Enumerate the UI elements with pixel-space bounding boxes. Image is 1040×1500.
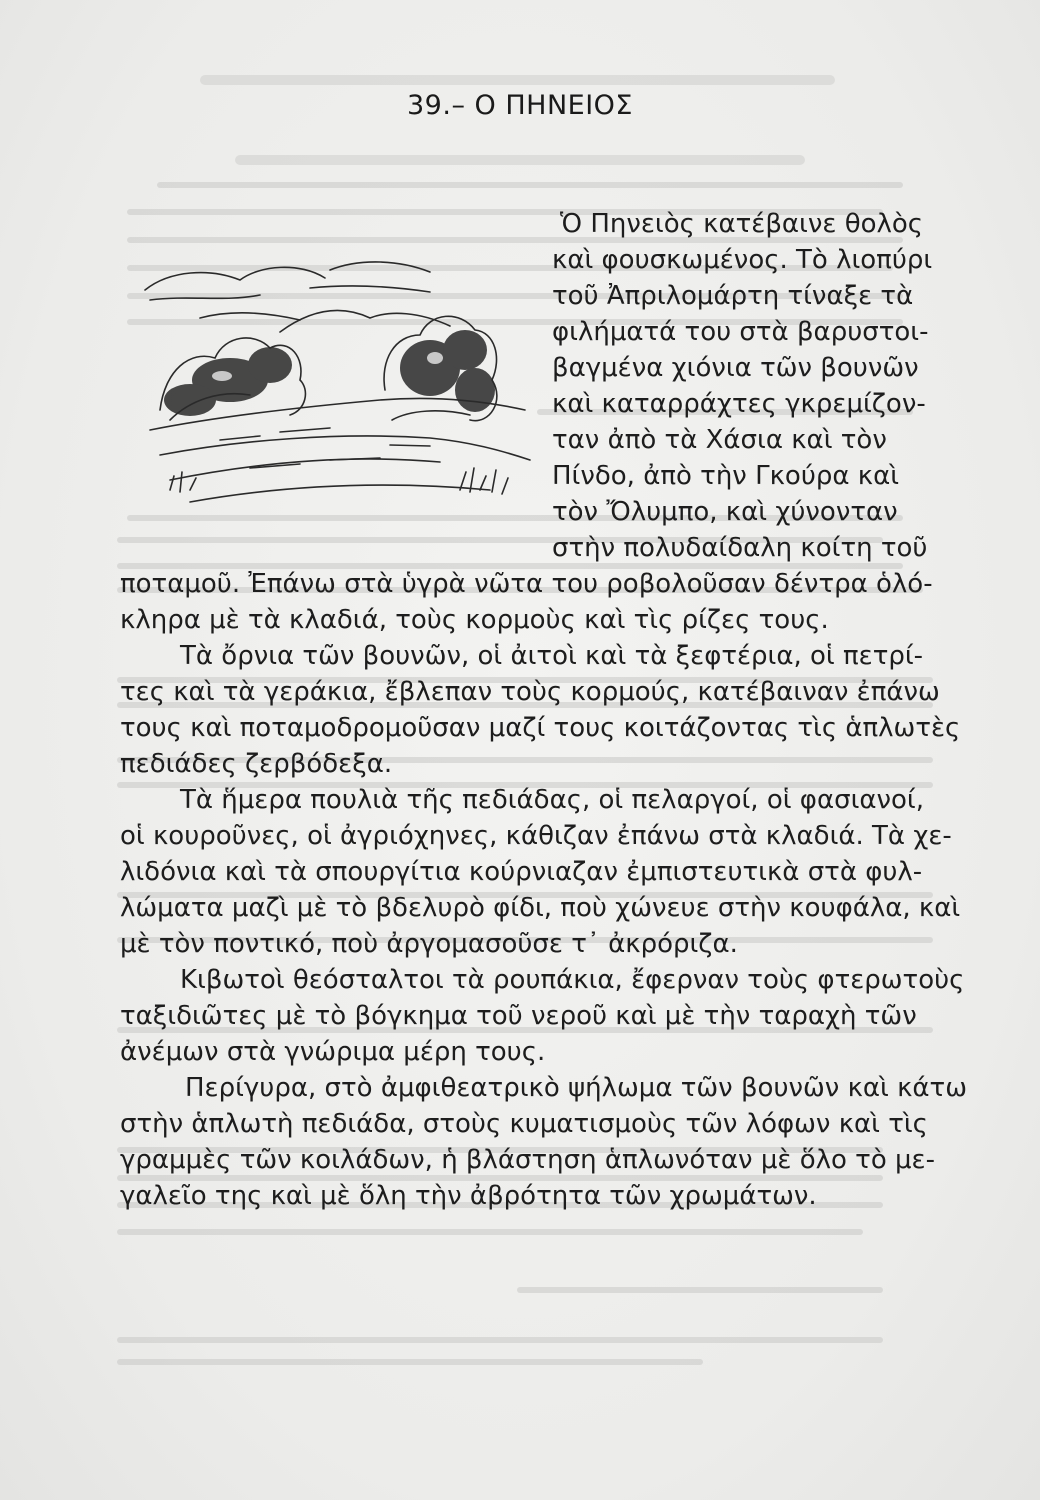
text-line: τὸν Ὄλυμπο, καὶ χύνονταν (552, 497, 898, 527)
text-line: λιδόνια καὶ τὰ σπουργίτια κούρνιαζαν ἐμπιστευτικὰ στὰ φυλ- (120, 857, 923, 887)
text-line: τους καὶ ποταμοδρομοῦσαν μαζί τους κοιτάζοντας τὶς ἁπλωτὲς (120, 713, 961, 743)
text-line: στὴν ἁπλωτὴ πεδιάδα, στοὺς κυματισμοὺς τῶν λόφων καὶ τὶς (120, 1109, 928, 1139)
text-line: πεδιάδες ζερβόδεξα. (120, 749, 393, 779)
paragraph-start: Τὰ ὄρνια τῶν βουνῶν, οἱ ἀιτοὶ καὶ τὰ ξεφτέρια, οἱ πετρί- (180, 641, 924, 671)
text-line: καὶ καταρράχτες γκρεμίζον- (552, 389, 926, 419)
text-line: ἀνέμων στὰ γνώριμα μέρη τους. (120, 1037, 546, 1067)
text-line: τες καὶ τὰ γεράκια, ἔβλεπαν τοὺς κορμούς, κατέβαιναν ἐπάνω (120, 677, 940, 707)
text-line: ταν ἀπὸ τὰ Χάσια καὶ τὸν (552, 425, 887, 455)
text-line: γραμμὲς τῶν κοιλάδων, ἡ βλάστηση ἁπλωνόταν μὲ ὅλο τὸ με- (120, 1145, 935, 1175)
text-line: Ὁ Πηνειὸς κατέβαινε θολὸς (560, 209, 924, 239)
paragraph-start: Τὰ ἥμερα πουλιὰ τῆς πεδιάδας, οἱ πελαργοί, οἱ φασιανοί, (180, 785, 924, 815)
text-line: καὶ φουσκωμένος. Τὸ λιοπύρι (552, 245, 933, 275)
text-line: λώματα μαζὶ μὲ τὸ βδελυρὸ φίδι, ποὺ χώνευε στὴν κουφάλα, καὶ (120, 893, 961, 923)
text-line: βαγμένα χιόνια τῶν βουνῶν (552, 353, 919, 383)
text-line: στὴν πολυδαίδαλη κοίτη τοῦ (552, 533, 928, 563)
text-line: Πίνδο, ἀπὸ τὴν Γκούρα καὶ (552, 461, 900, 491)
text-line: φιλήματά του στὰ βαρυστοι- (552, 317, 929, 347)
text-line: μὲ τὸν ποντικό, ποὺ ἀργομασοῦσε τ᾿ ἀκρόριζα. (120, 929, 738, 959)
text-line: οἱ κουροῦνες, οἱ ἀγριόχηνες, κάθιζαν ἐπάνω στὰ κλαδιά. Τὰ χε- (120, 821, 952, 851)
paragraph-start: Κιβωτοὶ θεόσταλτοι τὰ ρουπάκια, ἔφερναν τοὺς φτερωτοὺς (180, 965, 965, 995)
text-line: κληρα μὲ τὰ κλαδιά, τοὺς κορμοὺς καὶ τὶς ρίζες τους. (120, 605, 829, 635)
text-line: τοῦ Ἀπριλομάρτη τίναξε τὰ (552, 281, 914, 311)
page-title: 39.– Ο ΠΗΝΕΙΟΣ (407, 90, 633, 121)
river-landscape-illustration (130, 240, 540, 520)
paragraph-start: Περίγυρα, στὸ ἀμφιθεατρικὸ ψήλωμα τῶν βουνῶν καὶ κάτω (185, 1073, 967, 1103)
text-line: ταξιδιῶτες μὲ τὸ βόγκημα τοῦ νεροῦ καὶ μὲ τὴν ταραχὴ τῶν (120, 1001, 917, 1031)
text-line: γαλεῖο της καὶ μὲ ὅλη τὴν ἀβρότητα τῶν χρωμάτων. (120, 1181, 817, 1211)
text-line: ποταμοῦ. Ἐπάνω στὰ ὑγρὰ νῶτα του ροβολοῦσαν δέντρα ὁλό- (120, 569, 933, 599)
